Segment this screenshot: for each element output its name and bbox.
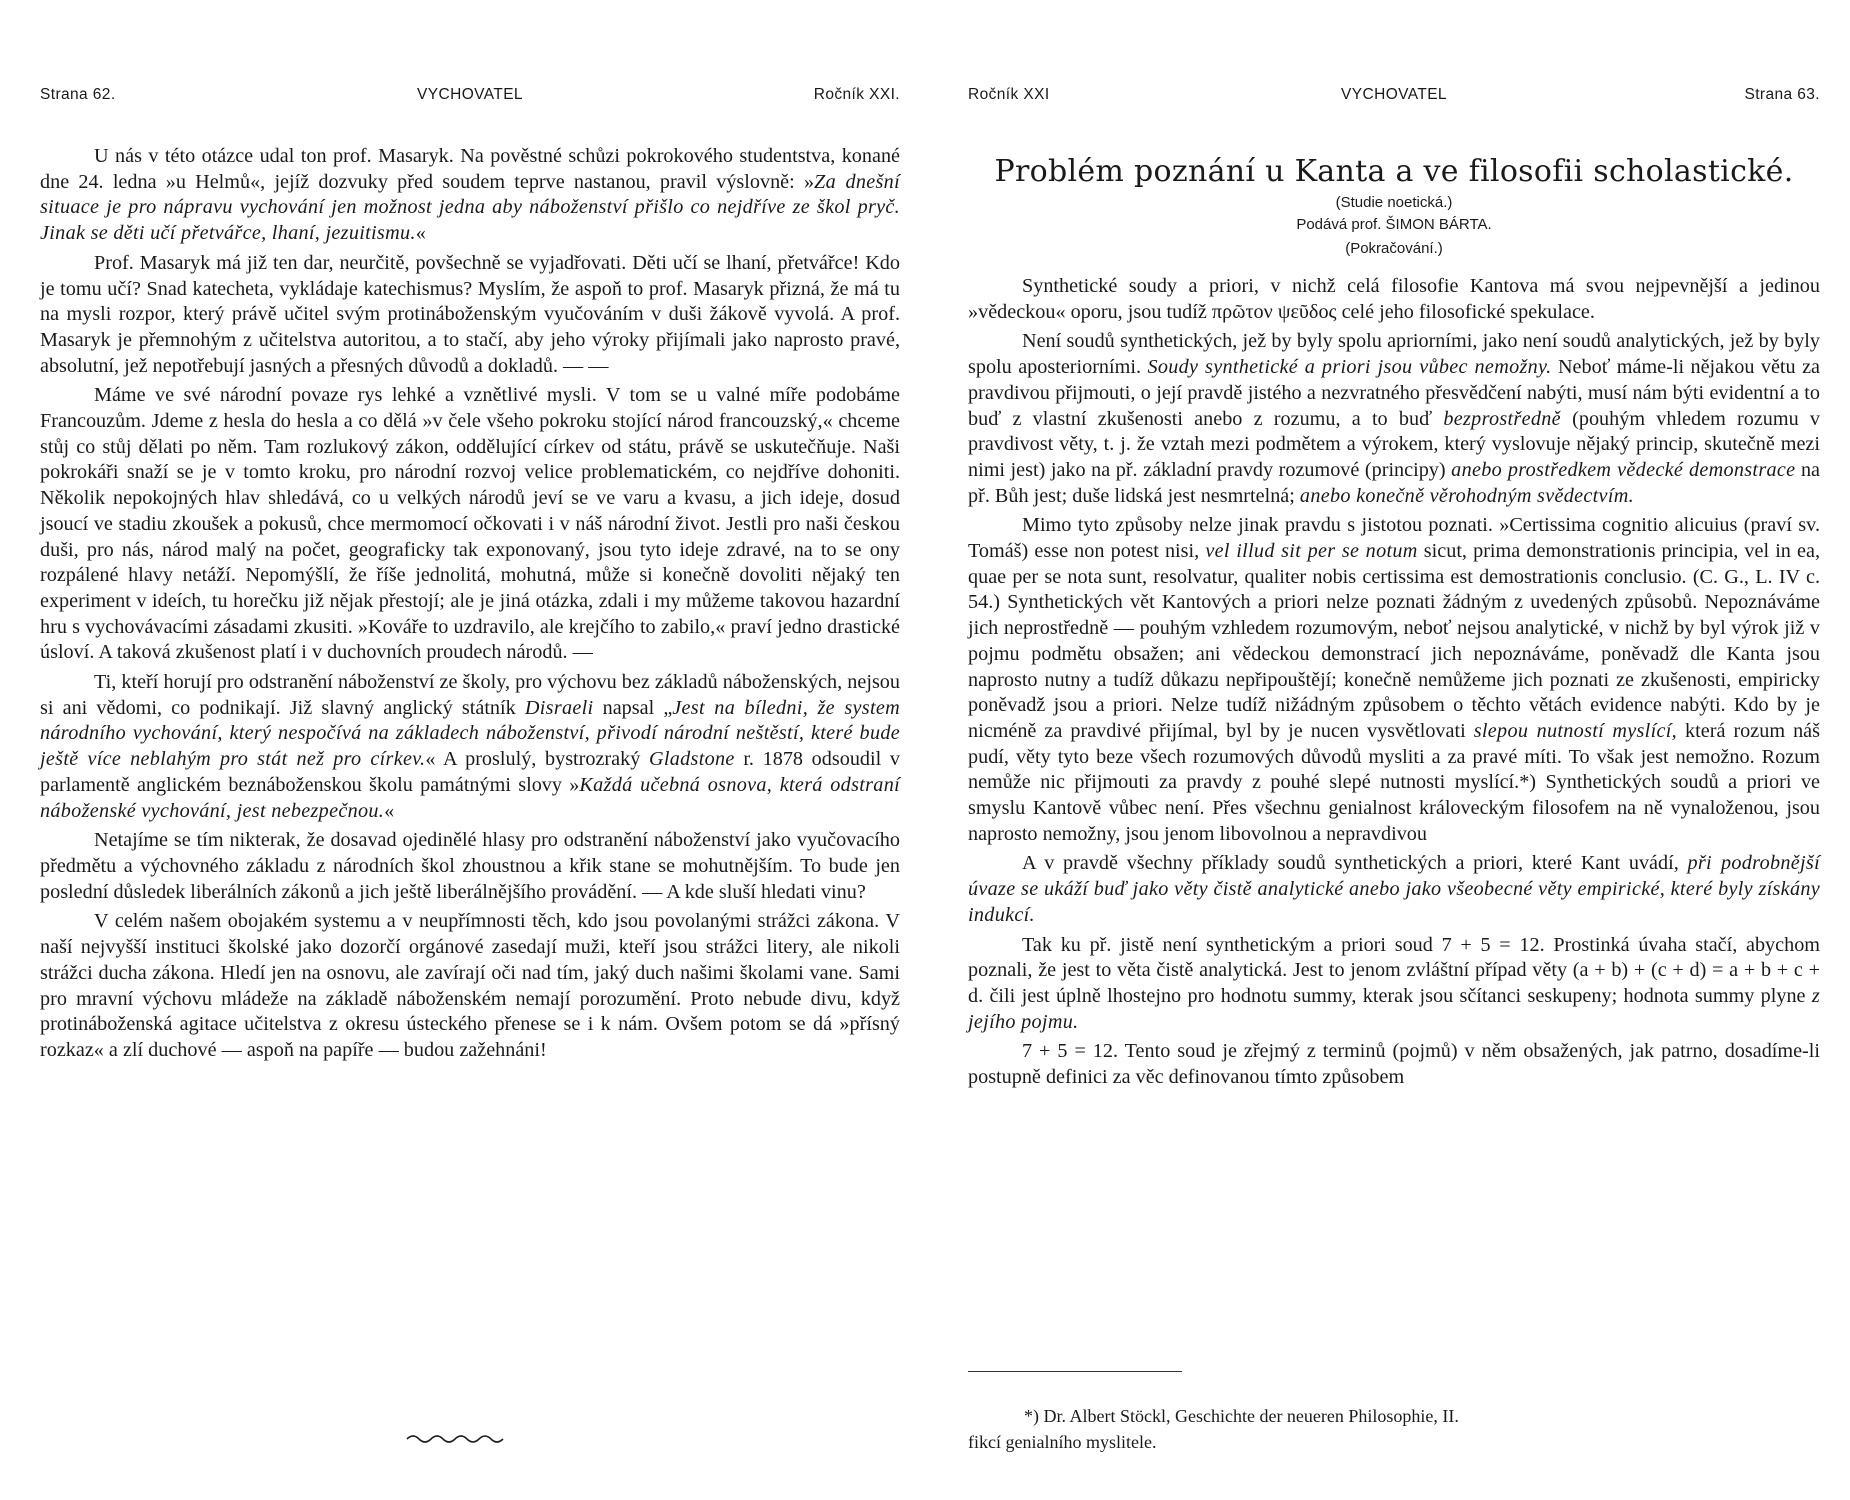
body-paragraph [968,851,1820,928]
footnote-rule [968,1371,1182,1372]
journal-title: VYCHOVATEL [417,86,523,103]
text-run: « [384,799,395,822]
text-run: Prof. Masaryk má již ten dar, neurčitě, povšechně se vyjadřovati. Děti učí se lhaní, přetvářce! Kdo je tomu učí? Snad katecheta, vykládaje katechismus? Myslím, že aspoň to prof. Masaryk přizná, že má tu na mysli rozpor, který právě učitel svým protináboženským vyučováním v duši žákově vyvolá. A prof. Masaryk je přemnohým z učitelstva autoritou, a to stačí, aby jeho výroky přijímali jako naprosto pravé, absolutní, jež nepotřebují jasných a přesných důvodů a dokladů. — — [40,251,900,377]
right-page [968,0,1820,1500]
body-paragraph [968,274,1820,325]
text-run: na př. Bůh jest; duše lidská jest nesmrtelná; [968,458,1820,507]
text-run: sicut, prima demonstrationis principia, vel in ea, quae per se nota sunt, resolvatur, qualiter nobis certissima est demostrationis conclusio. (C. G., L. IV c. 54.) Synthetických vět Kantových a priori nelze poznati žádným z uvedených způsobů. Nepoznáváme jich neprostředně — pouhým vzhledem rozumovým, neboť nejsou analytické, v nichž by byl výrok již v pojmu podmětu obsažen; ani vědeckou demonstrací jich nepoznáváme, poněvadž dle Kanta jsou naprosto nutny a tudíž důkazu nepřipouštějí; konečně nemůžeme jich poznati ze zkušenosti, empiricky poněvadž jsou a priori. Nelze tudíž nižádným způsobem o těchto větách evidence nabýti. Kdo by je nicméně za pravdivé přijímal, byl by je nucen vysvětlovati [968,540,1821,742]
italic-run: bezprostředně [1443,407,1561,430]
text-run: « A proslulý, bystrozraký [425,748,649,771]
body-paragraph [40,828,900,905]
text-run: Synthetické soudy a priori, v nichž celá filosofie Kantova má svou nejpevnější a jedinou »vědeckou« oporu, jsou tudíž πρῶτον ψεῦδος celé jeho filosofické spekulace. [968,275,1820,323]
body-paragraph [40,670,900,824]
continued-note: (Pokračování.) [1345,240,1443,257]
italic-run: anebo prostředkem vědecké demonstrace [1451,458,1796,481]
article-body [40,144,900,1068]
body-paragraph [40,383,900,666]
article-body [968,274,1820,1095]
body-paragraph [40,909,900,1063]
italic-run: anebo konečně věrohodným svědectvím. [1299,484,1634,507]
text-run: Tak ku př. jistě není synthetickým a priori soud 7 + 5 = 12. Prostinká úvaha stačí, abychom poznali, že jest to věta čistě analytická. Jest to jenom zvláštní případ věty (a + b) + (c + d) = a + b + c + d. čili jest úplně lhostejno pro hodnotu summy, kterak jsou sčítanci seskupeny; hodnota summy plyne [968,933,1820,1007]
text-run: « [415,222,426,245]
text-run: která rozum náš pudí, věty tyto beze všech rozumových důvodů mysliti a za pravé míti. To však jest nemožno. Rozum nemůže nic přijmouti za pravdy z pouhé slepé nutnosti myslící.*) Synthetických soudů a priori ve smyslu Kantově vůbec není. Přes všechnu genialnost královeckým filosofem na ně vynaloženou, jsou naprosto nemožny, jsou jenom libovolnou a nepravdivou [968,719,1820,845]
trailing-text: fikcí genialního myslitele. [968,1432,1157,1452]
italic-run: Jest na bíledni, že system národního vychování, který nespočívá na základech náboženství, přivodí národní neštěstí, které bude ještě více neblahým pro stát než pro církev. [40,696,900,771]
italic-run: Každá učebná osnova, která odstraní náboženské vychování, jest nebezpečnou. [40,773,900,822]
body-paragraph [968,933,1820,1036]
text-run: Ti, kteří horují pro odstranění náboženství ze školy, pro výchovu bez základů náboženských, nejsou si ani vědomi, co podnikají. Již slavný anglický státník [40,671,900,719]
body-paragraph [40,144,900,247]
volume-label: Ročník XXI. [813,86,900,103]
text-run: Mimo tyto způsoby nelze jinak pravdu s jistotou poznati. »Certissima cognitio alicuius (praví sv. Tomáš) esse non potest nisi, [968,514,1820,563]
italic-run: Za dnešní situace je pro nápravu vychování jen možnost jedna aby náboženství přišlo co nejdříve ze škol pryč. Jinak se děti učí přetvářce, lhaní, jezuitismu. [40,170,900,245]
body-paragraph [968,329,1820,509]
text-run: (pouhým vhledem rozumu v pravdivost věty, t. j. že vztah mezi podmětem a výrokem, který vyslovuje nějaký princip, skutečně mezi nimi jest) jako na př. základní pravdy rozumové (principy) [968,407,1821,481]
body-paragraph [968,1039,1820,1090]
page-number: Strana 62. [40,86,116,103]
italic-run: Soudy synthetické a priori jsou vůbec nemožny. [1147,356,1552,379]
italic-run: vel illud sit per se notum [1205,540,1418,563]
text-run: r. 1878 odsoudil v parlamentě anglickém beznáboženskou školu památnými slovy » [40,748,900,796]
running-header [968,86,1820,116]
text-run: Netajíme se tím nikterak, že dosavad ojedinělé hlasy pro odstranění náboženství jako vyučovacího předmětu a výchovného základu z národních škol zhoustnou a křik stane se mohutnějším. To bude jen poslední důsledek liberálních zákonů a jich ještě liberálnějšího provádění. — A kde sluší hledati vinu? [40,829,900,903]
text-run: napsal „ [593,696,673,719]
body-paragraph [40,251,900,380]
italic-run: z jejího pojmu. [968,984,1820,1033]
text-run: Neboť máme-li nějakou větu za pravdivou přijmouti, o její pravdě jistého a nezvratného přesvědčení nabýti, musí nám býti evidentní a to buď z vlastní zkušenosti anebo z rozumu, a to buď [968,356,1821,430]
article-title: Problém poznání u Kanta a ve filosofii scholastické. [994,154,1794,189]
text-run: A v pravdě všechny příklady soudů synthetických a priori, které Kant uvádí, [1022,852,1688,875]
running-header [40,86,900,116]
footnote: *) Dr. Albert Stöckl, Geschichte der neueren Philosophie, II. [1024,1406,1459,1426]
text-run: 7 + 5 = 12. Tento soud je zřejmý z terminů (pojmů) v něm obsažených, jak patrno, dosadíme-li postupně definici za věc definovanou tímto způsobem [968,1040,1820,1089]
journal-title: VYCHOVATEL [1341,86,1447,103]
left-page [40,0,900,1500]
volume-label: Ročník XXI [968,86,1050,103]
author-line: Podává prof. ŠIMON BÁRTA. [1296,216,1492,233]
italic-run: slepou nutností myslící, [1473,719,1678,742]
article-subtitle: (Studie noetická.) [1335,194,1453,211]
italic-run: při podrobnější úvaze se ukáží buď jako věty čistě analytické anebo jako všeobecné věty empirické, které byly získány indukcí. [968,852,1821,926]
text-run: Není soudů synthetických, jež by byly spolu apriorními, jako není soudů analytických, jež by byly spolu aposteriorními. [968,330,1820,379]
body-paragraph [968,513,1820,847]
text-run: U nás v této otázce udal ton prof. Masaryk. Na pověstné schůzi pokrokového studentstva, konané dne 24. ledna »u Helmů«, jejíž dozvuky před soudem teprve nastanou, pravil výslovně: » [40,145,900,193]
text-run: V celém našem obojakém systemu a v neupřímnosti těch, kdo jsou povolanými strážci zákona. V naší nejvyšší instituci školské jako dozorčí orgánové zasedají muži, kteří jsou strážci litery, ale nikoli strážci ducha zákona. Hledí jen na osnovu, ale zavírají oči nad tím, jaký duch našimi školami vane. Sami pro mravní výchovu mládeže na základě náboženském nemají porozumění. Proto nebude divu, když protináboženská agitace učitelstva z okresu ústeckého přenese se i k nám. Ovšem potom se dá »přísný rozkaz« a zlí duchové — aspoň na papíře — budou zažehnáni! [40,910,900,1061]
page-number: Strana 63. [1744,86,1820,103]
closing-ornament [405,1430,505,1446]
italic-run: Gladstone [648,748,735,771]
text-run: Máme ve své národní povaze rys lehké a vznětlivé mysli. V tom se u valné míře podobáme Francouzům. Jdeme z hesla do hesla a co dělá »v čele všeho pokroku stojící národ francouzský,« chceme stůj co stůj dělati po něm. Tam rozlukový zákon, oddělující církev od státu, právě se uskutečňuje. Naši pokrokáři snaží se je v tomto kroku, pro národní rozvoj velice problematickém, co nejdříve dohoniti. Několik nepokojných hlav shledává, co u velkých národů jeví se ve varu a kvasu, a jich ideje, dosud jsoucí ve stadiu zkoušek a pokusů, chce mermomocí očkovati i v náš národní život. Jestli pro naši českou duši, pro nás, národ malý na počet, geograficky tak exponovaný, jsou tyto ideje zdravé, na to se ony rozpálené hlavy netáží. Nepomýšlí, že říše jednolitá, mohutná, může si konečně dovoliti nějaký ten experiment v ideích, tu horečku již nějak přestojí; ale je jiná otázka, zdali i my můžeme takovou hazardní hru s vychovávacími zásadami zkusiti. »Kováře to uzdravilo, ale krejčího to zabilo,« praví jedno drastické úsloví. A taková zkušenost platí i v duchovních proudech národů. — [40,384,900,664]
italic-run: Disraeli [524,696,594,719]
